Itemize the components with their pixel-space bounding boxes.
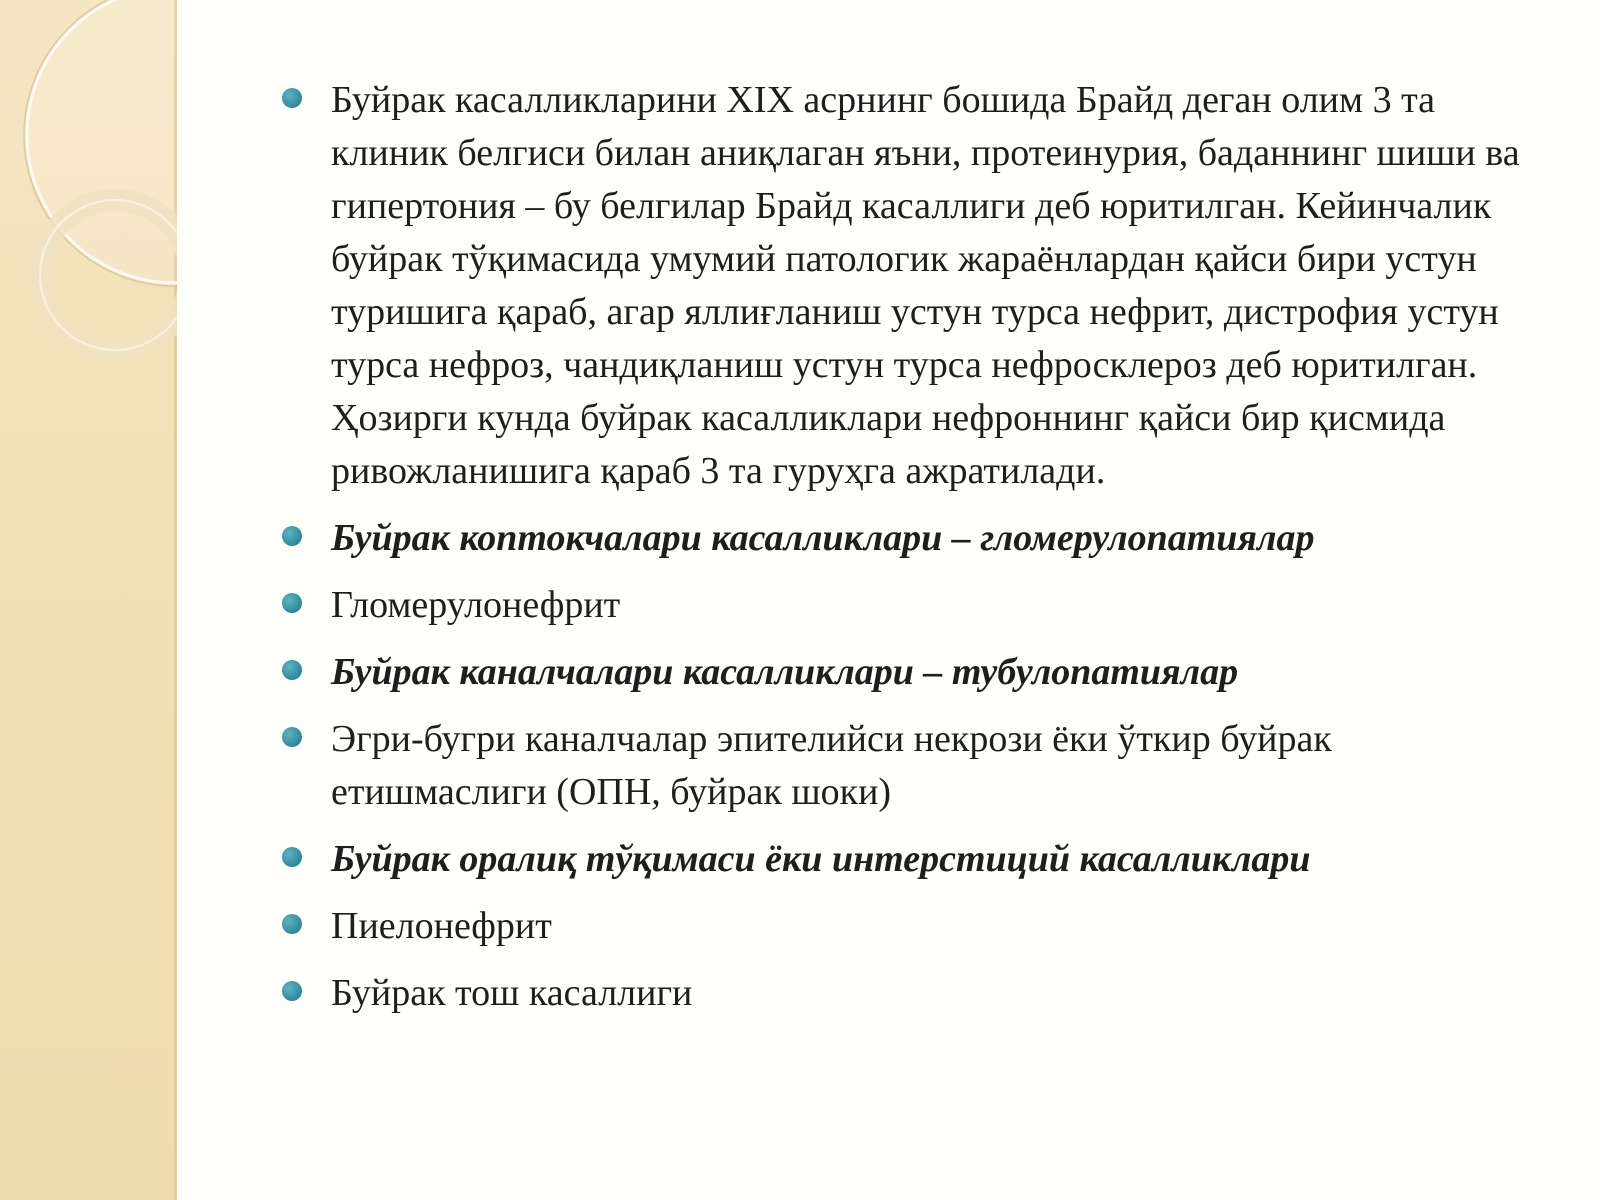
bullet-dot-icon <box>282 847 302 867</box>
bullet-item-3 <box>282 646 1552 699</box>
bullet-item-4 <box>282 713 1552 819</box>
bullet-text: Буйрак тош касаллиги <box>331 972 693 1014</box>
bullet-text: Пиелонефрит <box>331 905 552 947</box>
bullet-list <box>282 74 1552 1034</box>
bullet-text: Буйрак оралиқ тўқимаси ёки интерстиций касалликлари <box>331 838 1311 880</box>
bullet-item-6 <box>282 900 1552 953</box>
bullet-dot-icon <box>282 727 302 747</box>
bullet-dot-icon <box>282 914 302 934</box>
bullet-item-7 <box>282 967 1552 1020</box>
bullet-dot-icon <box>282 88 302 108</box>
decorative-side-band <box>0 0 177 1200</box>
bullet-item-0 <box>282 74 1552 498</box>
bullet-text: Гломерулонефрит <box>331 584 621 626</box>
bullet-text: Буйрак каналчалари касалликлари – тубулопатиялар <box>331 651 1239 693</box>
bullet-dot-icon <box>282 526 302 546</box>
bullet-item-5 <box>282 833 1552 886</box>
decorative-circles <box>0 0 177 420</box>
bullet-text: Буйрак касалликларини XIX асрнинг бошида Брайд деган олим 3 та клиник белгиси билан аниқлаган яъни, протеинурия, баданнинг шиши ва гипертония – бу белгилар Брайд касаллиги деб юритилган. Кейинчалик буйрак тўқимасида умумий патологик жараёнлардан қайси бири устун туришига қараб, агар яллиғланиш устун турса нефрит, дистрофия устун турса нефроз, чандиқланиш устун турса нефросклероз деб юритилган. Ҳозирги кунда буйрак касалликлари нефроннинг қайси бир қисмида ривожланишига қараб 3 та гуруҳга ажратилади. <box>331 79 1520 492</box>
bullet-dot-icon <box>282 660 302 680</box>
bullet-text: Буйрак коптокчалари касалликлари – гломерулопатиялар <box>331 517 1315 559</box>
bullet-text: Эгри-бугри каналчалар эпителийси некрози ёки ўткир буйрак етишмаслиги (ОПН, буйрак шоки) <box>331 718 1332 813</box>
bullet-dot-icon <box>282 981 302 1001</box>
bullet-item-1 <box>282 512 1552 565</box>
bullet-dot-icon <box>282 593 302 613</box>
bullet-item-2 <box>282 579 1552 632</box>
